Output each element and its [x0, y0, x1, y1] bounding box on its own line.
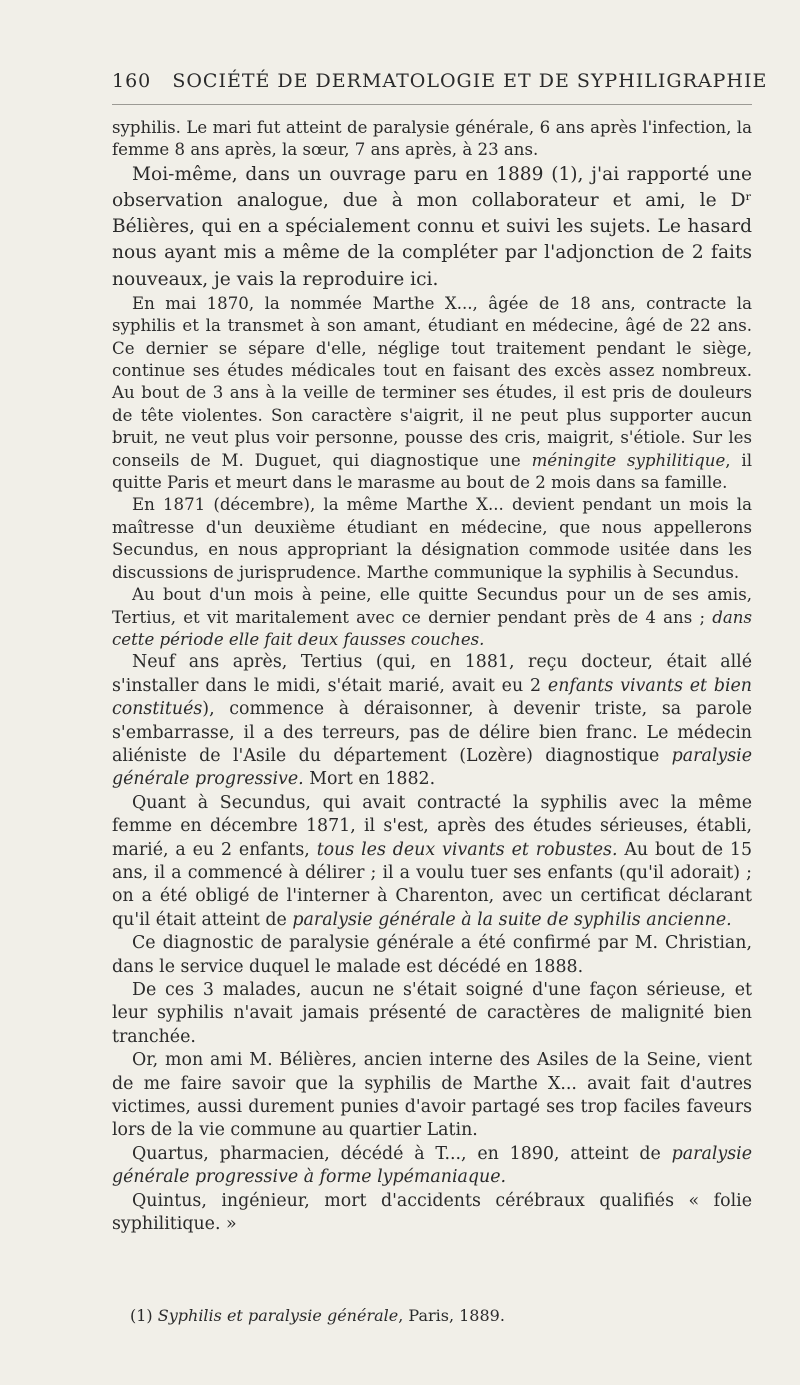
paragraph [112, 1143, 752, 1190]
paragraph [112, 494, 752, 584]
paragraph [112, 584, 752, 651]
italic-text: paralysie générale progressive à forme lypémaniaque. [112, 1143, 752, 1188]
text-run: Ce diagnostic de paralysie générale a été confirmé par M. Christian, dans le service duquel le malade est décédé en 1888. [112, 933, 752, 977]
running-header [112, 70, 768, 92]
paragraph [112, 162, 752, 293]
paragraph [112, 651, 752, 791]
text-run: syphilis. Le mari fut atteint de paralysie générale, 6 ans après l'infection, la femme 8 ans après, la sœur, 7 ans après, à 23 ans. [112, 118, 752, 160]
paragraph [112, 1049, 752, 1143]
paragraph [112, 979, 752, 1049]
italic-text: tous les deux vivants et robustes. [316, 839, 618, 860]
text-run: ), commence à déraisonner, à devenir triste, sa parole s'embarrasse, il a des terreurs, pas de délire bien franc. Le médecin aliéniste de l'Asile du département (Lozère) diagnostique [112, 699, 752, 766]
body-text [112, 117, 752, 1236]
paragraph [112, 1190, 752, 1237]
text-run: Au bout de 15 ans, il a commencé à délirer ; il a voulu tuer ses enfants (qu'il adorait) ; on a été obligé de l'interner à Charenton, avec un certificat déclarant qu'il était atteint de [112, 839, 753, 930]
running-title: SOCIÉTÉ DE DERMATOLOGIE ET DE SYPHILIGRAPHIE [172, 70, 768, 92]
italic-text: paralysie générale progressive. [112, 745, 752, 790]
paragraph [112, 117, 752, 162]
text-run: Quintus, ingénieur, mort d'accidents cérébraux qualifiés « folie syphilitique. » [112, 1190, 752, 1235]
text-run: En 1871 (décembre), la même Marthe X... devient pendant un mois la maîtresse d'un deuxième étudiant en médecine, que nous appellerons Secundus, en nous appropriant la désignation commode usitée dans les discussions de jurisprudence. Marthe communique la syphilis à Secundus. [112, 495, 752, 582]
italic-text: paralysie générale à la suite de syphilis ancienne. [292, 909, 732, 930]
text-run: Neuf ans après, Tertius (qui, en 1881, reçu docteur, était allé s'installer dans le midi, s'était marié, avait eu 2 [112, 652, 752, 696]
page-number: 160 [112, 70, 152, 92]
italic-text: dans cette période elle fait deux fausses couches. [112, 607, 752, 649]
text-run: , il quitte Paris et meurt dans le marasme au bout de 2 mois dans sa famille. [112, 450, 752, 493]
paragraph [112, 792, 752, 932]
header-rule [112, 104, 752, 105]
text-run: Or, mon ami M. Bélières, ancien interne des Asiles de la Seine, vient de me faire savoir que la syphilis de Marthe X... avait fait d'autres victimes, aussi durement punies d'avoir partagé ses trop faciles faveurs lors de la vie commune au quartier Latin. [112, 1050, 752, 1141]
footnote-title: Syphilis et paralysie générale [157, 1306, 399, 1325]
text-run: Au bout d'un mois à peine, elle quitte Secundus pour un de ses amis, Tertius, et vit maritalement avec ce dernier pendant près de 4 ans ; [112, 585, 752, 627]
footnote-rest: , Paris, 1889. [398, 1306, 505, 1325]
text-run: Quartus, pharmacien, décédé à T..., en 1890, atteint de [132, 1143, 672, 1164]
text-run: Quant à Secundus, qui avait contracté la syphilis avec la même femme en décembre 1871, il s'est, après des études sérieuses, établi, marié, a eu 2 enfants, [112, 792, 752, 860]
footnote [130, 1306, 730, 1325]
footnote-marker: (1) [130, 1306, 153, 1325]
paragraph [112, 932, 752, 979]
paragraph [112, 293, 752, 495]
text-run: De ces 3 malades, aucun ne s'était soigné d'une façon sérieuse, et leur syphilis n'avait jamais présenté de caractères de malignité bien tranchée. [112, 980, 752, 1047]
text-run: Mort en 1882. [303, 769, 436, 790]
italic-text: méningite syphilitique [531, 450, 726, 470]
text-run: En mai 1870, la nommée Marthe X..., âgée de 18 ans, contracte la syphilis et la transmet à son amant, étudiant en médecine, âgé de 22 ans. Ce dernier se sépare d'elle, néglige tout traitement pendant le siège, continue ses études médicales tout en faisant des excès assez nombreux. Au bout de 3 ans à la veille de terminer ses études, il est pris de douleurs de tête violentes. Son caractère s'aigrit, il ne peut plus supporter aucun bruit, ne veut plus voir personne, pousse des cris, maigrit, s'étiole. Sur les conseils de M. Duguet, qui diagnostique une [112, 293, 752, 470]
italic-text: enfants vivants et bien constitués [112, 675, 753, 720]
text-run: Moi-même, dans un ouvrage paru en 1889 (1), j'ai rapporté une observation analogue, due à mon collaborateur et ami, le Dʳ Bélières, qui en a spécialement connu et suivi les sujets. Le hasard nous ayant mis a même de la compléter par l'adjonction de 2 faits nouveaux, je vais la reproduire ici. [112, 163, 752, 290]
